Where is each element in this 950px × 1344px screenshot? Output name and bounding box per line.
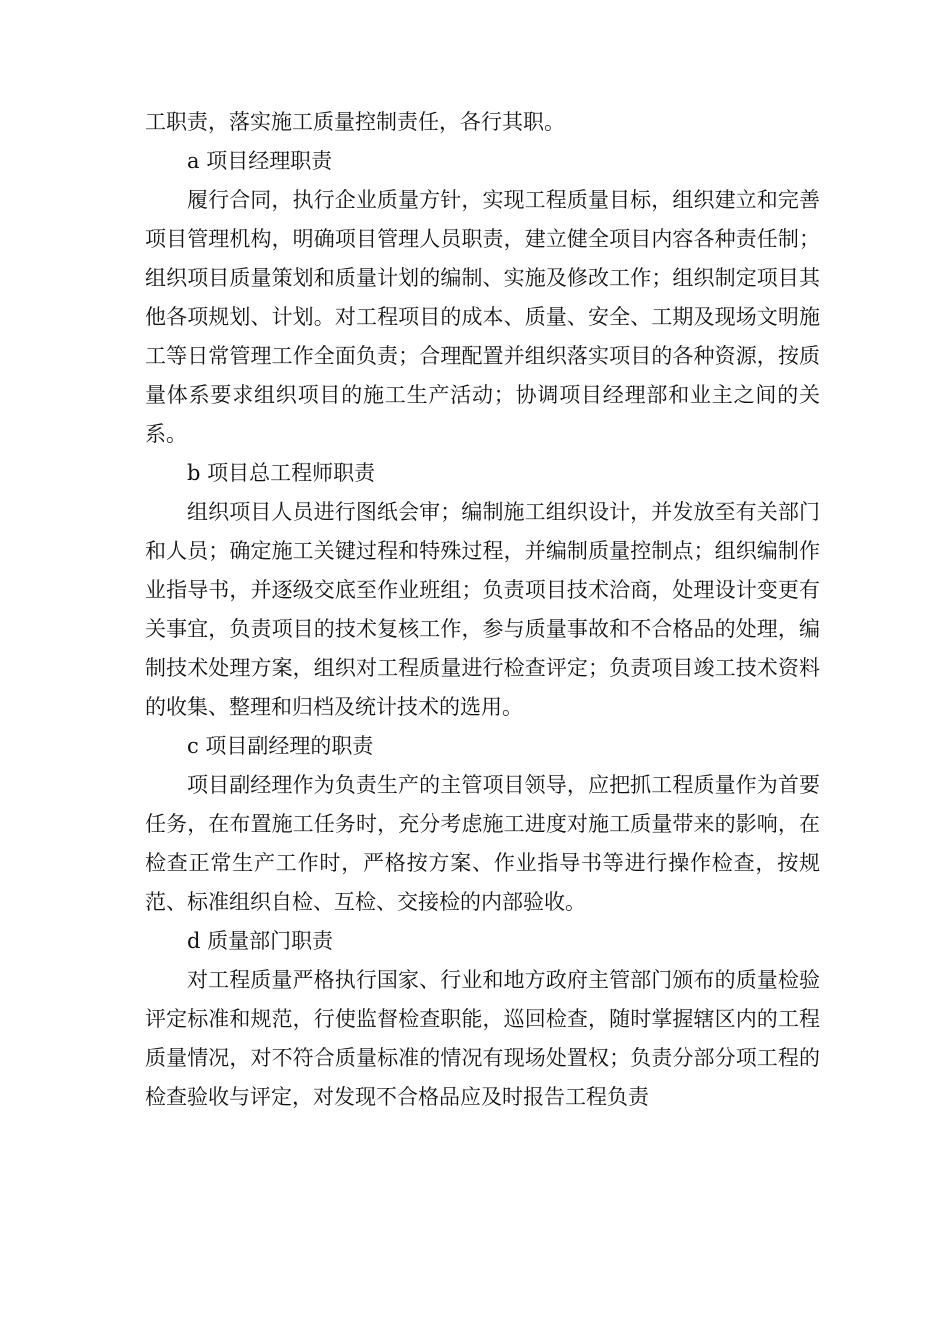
section-heading-project-manager: a 项目经理职责 [187,149,333,173]
section-body-deputy-manager: 项目副经理作为负责生产的主管项目领导，应把抓工程质量作为首要任务，在布置施工任务时，充分考虑施工进度对施工质量带来的影响，在检查正常生产工作时，严格按方案、作业指导书等进行操作检查，按规范、标准组织自检、互检、交接检的内部验收。 [145,773,820,914]
document-body [145,103,820,1117]
section-body-quality-department: 对工程质量严格执行国家、行业和地方政府主管部门颁布的质量检验评定标准和规范，行使监督检查职能，巡回检查，随时掌握辖区内的工程质量情况，对不符合质量标准的情况有现场处置权；负责分部分项工程的检查验收与评定，对发现不合格品应及时报告工程负责 [145,968,820,1109]
section-heading-quality-department: d 质量部门职责 [187,929,334,953]
section-body-project-manager: 履行合同，执行企业质量方针，实现工程质量目标，组织建立和完善项目管理机构，明确项目管理人员职责，建立健全项目内容各种责任制；组织项目质量策划和质量计划的编制、实施及修改工作；组织制定项目其他各项规划、计划。对工程项目的成本、质量、安全、工期及现场文明施工等日常管理工作全面负责；合理配置并组织落实项目的各种资源，按质量体系要求组织项目的施工生产活动；协调项目经理部和业主之间的关系。 [145,188,820,446]
section-heading-chief-engineer: b 项目总工程师职责 [187,461,376,485]
section-body-chief-engineer: 组织项目人员进行图纸会审；编制施工组织设计，并发放至有关部门和人员；确定施工关键过程和特殊过程，并编制质量控制点；组织编制作业指导书，并逐级交底至作业班组；负责项目技术洽商，处理设计变更有关事宜，负责项目的技术复核工作，参与质量事故和不合格品的处理，编制技术处理方案，组织对工程质量进行检查评定；负责项目竣工技术资料的收集、整理和归档及统计技术的选用。 [145,500,820,719]
intro-paragraph: 工职责，落实施工质量控制责任，各行其职。 [145,110,565,134]
section-heading-deputy-manager: c 项目副经理的职责 [187,734,374,758]
